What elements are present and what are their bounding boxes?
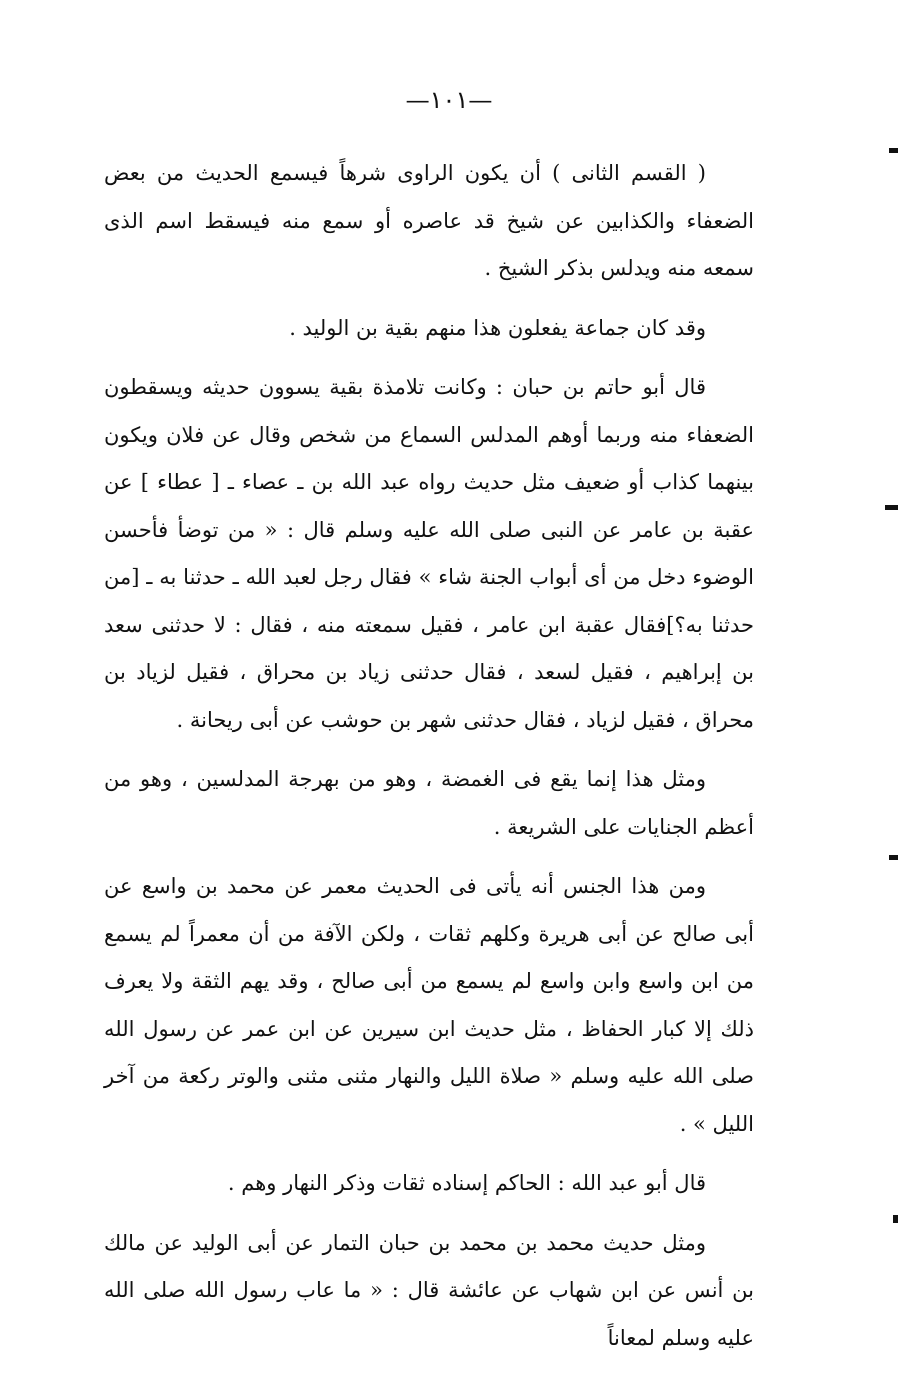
margin-mark: [889, 855, 898, 860]
paragraph-group-note: وقد كان جماعة يفعلون هذا منهم بقية بن الوليد .: [289, 315, 706, 340]
paragraph-section-two: ( القسم الثانى ) أن يكون الراوى شرهاً فيسمع الحديث من بعض الضعفاء والكذابين عن شيخ قد عاصره أو سمع منه فيسقط اسم الذى سمعه منه ويدلس بذكر الشيخ .: [104, 161, 754, 280]
paragraph-ghamda: ومثل هذا إنما يقع فى الغمضة ، وهو من بهرجة المدلسين ، وهو من أعظم الجنايات على الشريعة .: [104, 767, 754, 839]
paragraph-tammar: ومثل حديث محمد بن محمد بن حبان التمار عن أبى الوليد عن مالك بن أنس عن ابن شهاب عن عائشة قال : « ما عاب رسول الله صلى الله عليه وسلم لمعاناً: [104, 1230, 754, 1350]
paragraph-abu-hatim: قال أبو حاتم بن حبان : وكانت تلامذة بقية يسوون حديثه ويسقطون الضعفاء منه وربما أوهم المدلس السماع من شخص وقال عن فلان ويكون بينهما كذاب أو ضعيف مثل حديث رواه عبد الله بن ـ عصاء ـ [ عطاء ] عن عقبة بن عامر عن النبى صلى الله عليه وسلم قال : « من توضأ فأحسن الوضوء دخل من أى أبواب الجنة شاء » فقال رجل لعبد الله ـ حدثنا به ـ [من حدثنا به؟]فقال عقبة ابن عامر ، فقيل سمعته منه ، فقال : لا حدثنى سعد بن إبراهيم ، فقيل لسعد ، فقال حدثنى زياد بن محراق ، فقيل لزياد بن محراق ، فقيل لزياد ، فقال حدثنى شهر بن حوشب عن أبى ريحانة .: [104, 375, 754, 732]
body-text: [104, 150, 754, 1374]
paragraph-hakim: قال أبو عبد الله : الحاكم إسناده ثقات وذكر النهار وهم .: [227, 1171, 706, 1195]
page-number: —١٠١—: [405, 86, 493, 114]
margin-mark: [889, 148, 898, 153]
margin-mark: [893, 1215, 898, 1223]
paragraph-same-kind: ومن هذا الجنس أنه يأتى فى الحديث معمر عن محمد بن واسع عن أبى صالح عن أبى هريرة وكلهم ثقات ، ولكن الآفة من أن معمراً لم يسمع من ابن واسع وابن واسع لم يسمع من أبى صالح ، وقد يهم الثقة ولا يعرف ذلك إلا كبار الحفاظ ، مثل حديث ابن سيرين عن ابن عمر عن رسول الله صلى الله عليه وسلم « صلاة الليل والنهار مثنى مثنى والوتر ركعة من آخر الليل » .: [104, 874, 754, 1136]
margin-mark: [885, 505, 898, 510]
